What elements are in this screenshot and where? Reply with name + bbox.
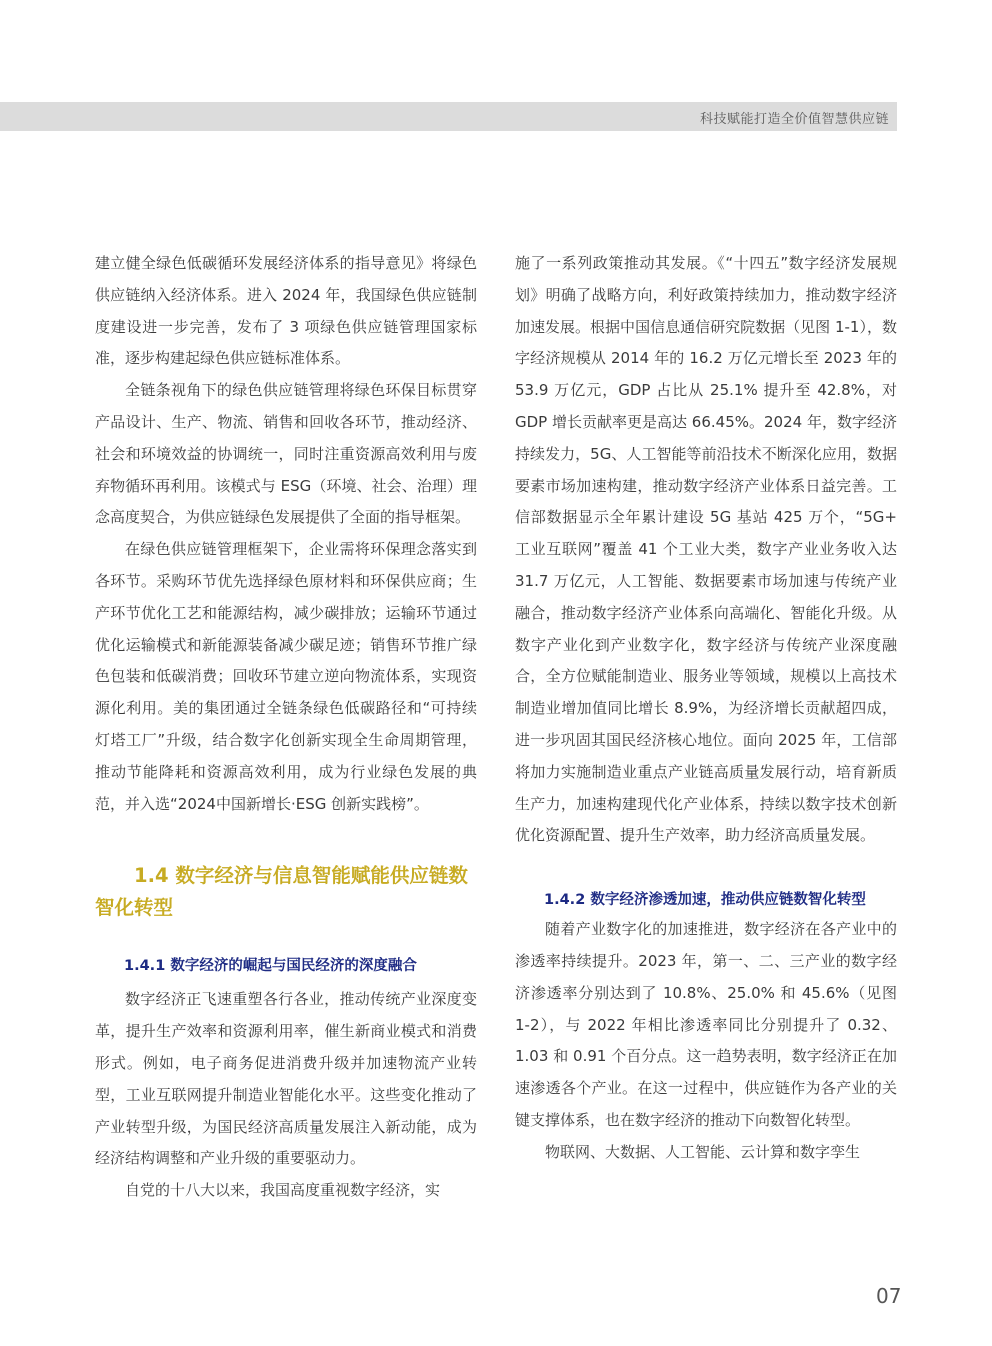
subsection-heading: 1.4.1 数字经济的崛起与国民经济的深度融合 [124,958,417,975]
paragraph: 随着产业数字化的加速推进，数字经济在各产业中的渗透率持续提升。2023 年，第一、二、三产业的数字经济渗透率分别达到了 10.8%、25.0% 和 45.6%（见图 1-2），与 2022 年相比渗透率同比分别提升了 0.32、1.03 和 0.91 个百分点。这一趋势表明，数字经济正在加速渗透各个产业。在这一过程中，供应链作为各产业的关键支撑体系，也在数字经济的推动下向数智化转型。 [515,920,897,1129]
paragraph: 在绿色供应链管理框架下，企业需将环保理念落实到各环节。采购环节优先选择绿色原材料和环保供应商；生产环节优化工艺和能源结构，减少碳排放；运输环节通过优化运输模式和新能源装备减少碳足迹；销售环节推广绿色包装和低碳消费；回收环节建立逆向物流体系，实现资源化利用。美的集团通过全链条绿色低碳路径和“可持续灯塔工厂”升级，结合数字化创新实现全生命周期管理，推动节能降耗和资源高效利用，成为行业绿色发展的典范，并入选“2024中国新增长·ESG 创新实践榜”。 [95,540,477,813]
paragraph: 数字经济正飞速重塑各行各业，推动传统产业深度变革，提升生产效率和资源利用率，催生新商业模式和消费形式。例如，电子商务促进消费升级并加速物流产业转型，工业互联网提升制造业智能化水平。这些变化推动了产业转型升级，为国民经济高质量发展注入新动能，成为经济结构调整和产业升级的重要驱动力。 [95,990,477,1168]
left-column [95,248,477,1207]
paragraph: 自党的十八大以来，我国高度重视数字经济，实 [125,1181,441,1200]
paragraph: 施了一系列政策推动其发展。《“十四五”数字经济发展规划》明确了战略方向，利好政策持续加力，推动数字经济加速发展。根据中国信息通信研究院数据（见图 1-1），数字经济规模从 2014 年的 16.2 万亿元增长至 2023 年的 53.9 万亿元，GDP 占比从 25.1% 提升至 42.8%，对 GDP 增长贡献率更是高达 66.45%。2024 年，数字经济持续发力，5G、人工智能等前沿技术不断深化应用，数据要素市场加速构建，推动数字经济产业体系日益完善。工信部数据显示全年累计建设 5G 基站 425 万个，“5G+ 工业互联网”覆盖 41 个工业大类，数字产业业务收入达 31.7 万亿元，人工智能、数据要素市场加速与传统产业融合，推动数字经济产业体系向高端化、智能化升级。从数字产业化到产业数字化，数字经济与传统产业深度融合，全方位赋能制造业、服务业等领域，规模以上高技术制造业增加值同比增长 8.9%，为经济增长贡献超四成，进一步巩固其国民经济核心地位。面向 2025 年，工信部将加力实施制造业重点产业链高质量发展行动，培育新质生产力，加速构建现代化产业体系，持续以数字技术创新优化资源配置、提升生产效率，助力经济高质量发展。 [515,254,897,845]
paragraph: 全链条视角下的绿色供应链管理将绿色环保目标贯穿产品设计、生产、物流、销售和回收各环节，推动经济、社会和环境效益的协调统一，同时注重资源高效利用与废弃物循环再利用。该模式与 ESG（环境、社会、治理）理念高度契合，为供应链绿色发展提供了全面的指导框架。 [95,381,477,527]
subsection-heading: 1.4.2 数字经济渗透加速，推动供应链数智化转型 [544,892,866,909]
paragraph: 建立健全绿色低碳循环发展经济体系的指导意见》将绿色供应链纳入经济体系。进入 2024 年，我国绿色供应链制度建设进一步完善，发布了 3 项绿色供应链管理国家标准，逐步构建起绿色供应链标准体系。 [95,254,477,368]
section-heading: 1.4 数字经济与信息智能赋能供应链数智化转型 [95,864,468,920]
running-header-bar [0,102,897,131]
running-header-title: 科技赋能打造全价值智慧供应链 [699,112,889,127]
paragraph: 物联网、大数据、人工智能、云计算和数字孪生 [545,1142,861,1161]
right-column [515,248,897,1169]
page-number: 07 [876,1284,902,1308]
